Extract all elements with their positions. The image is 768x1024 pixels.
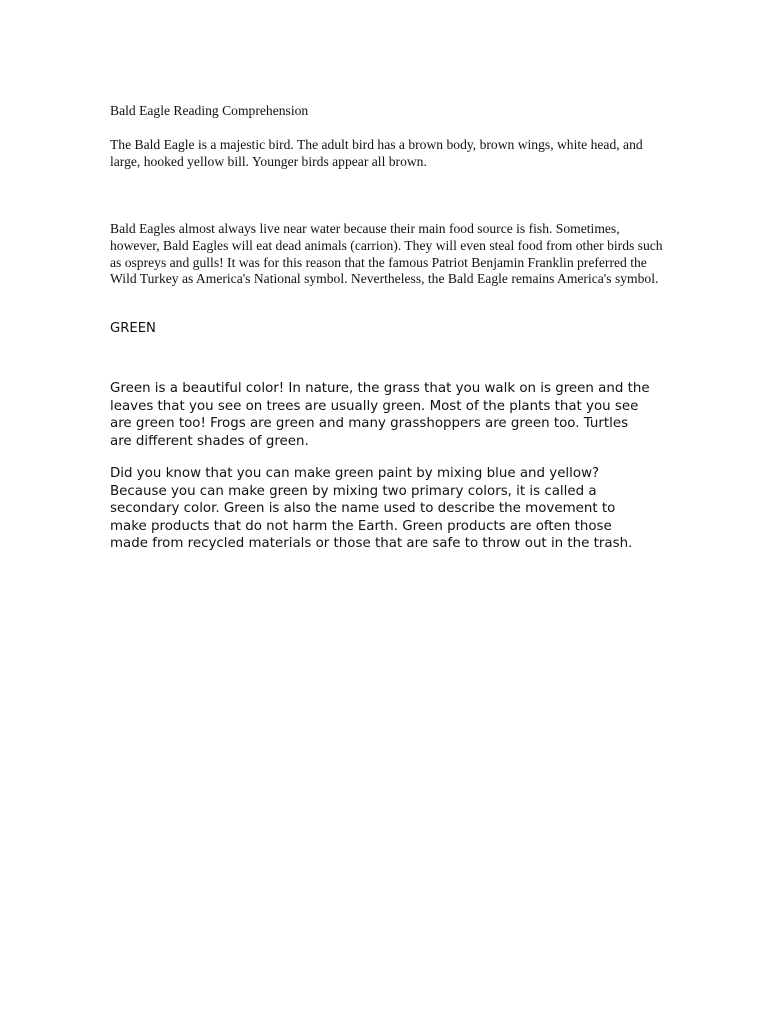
green-paragraph-1: Green is a beautiful color! In nature, the grass that you walk on is green and the leaves that you see on trees are usually green. Most of the plants that you see are green too! Frogs are green and many grasshoppers are green too. Turtles are different shades of green.	[110, 381, 650, 449]
green-heading: GREEN	[110, 321, 156, 336]
eagle-paragraph-2: Bald Eagles almost always live near water because their main food source is fish. Sometimes, however, Bald Eagles will eat dead animals (carrion). They will even steal food from other birds such as ospreys and gulls! It was for this reason that the famous Patriot Benjamin Franklin preferred the Wild Turkey as America's National symbol. Nevertheless, the Bald Eagle remains America's symbol.	[110, 221, 663, 287]
document-title: Bald Eagle Reading Comprehension	[110, 103, 309, 118]
eagle-paragraph-1: The Bald Eagle is a majestic bird. The adult bird has a brown body, brown wings, white head, and large, hooked yellow bill. Younger birds appear all brown.	[110, 137, 643, 169]
green-paragraph-2: Did you know that you can make green paint by mixing blue and yellow? Because you can make green by mixing two primary colors, it is called a secondary color. Green is also the name used to describe the movement to make products that do not harm the Earth. Green products are often those made from recycled materials or those that are safe to throw out in the trash.	[110, 466, 633, 552]
document-page	[110, 0, 666, 1024]
